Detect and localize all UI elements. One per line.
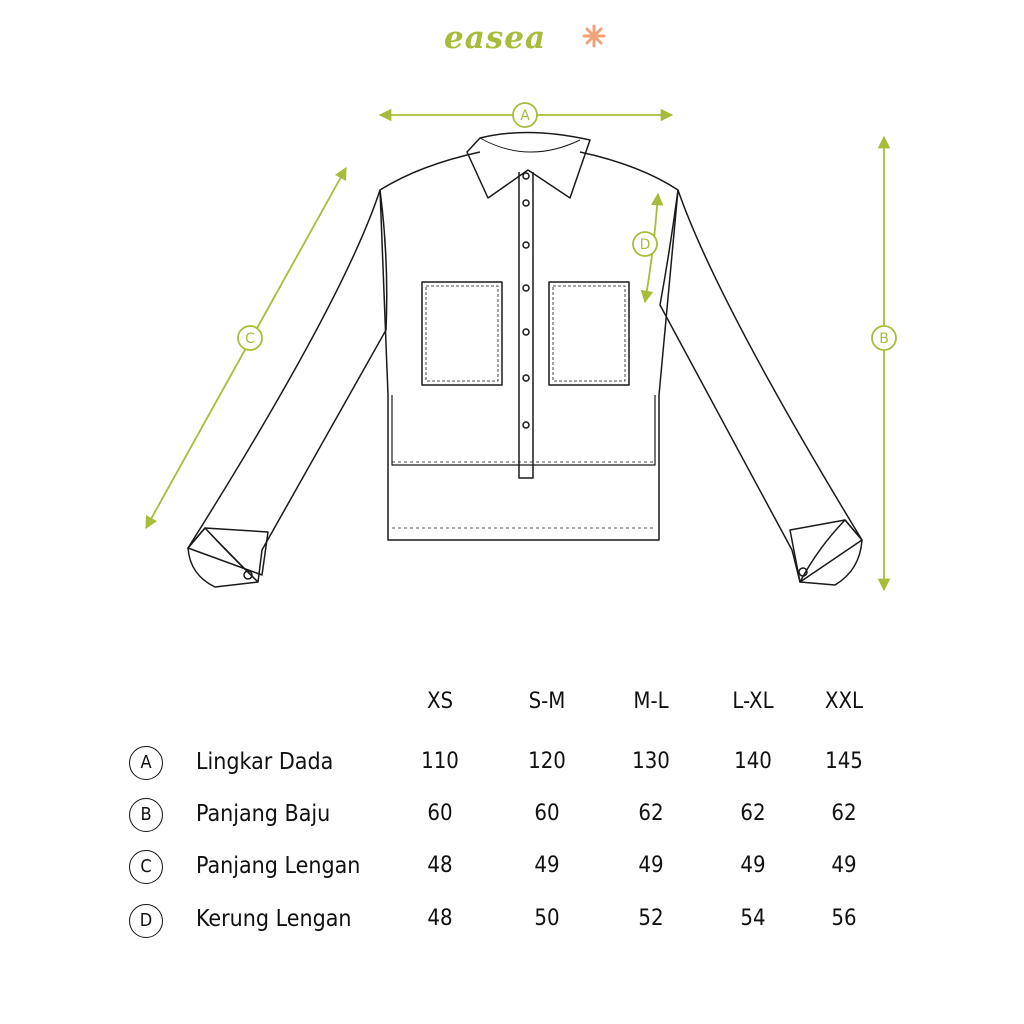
- right-pocket: [549, 282, 629, 385]
- row-code-badge: C: [129, 850, 163, 884]
- table-cell: 130: [632, 749, 670, 774]
- size-header-s-m: S-M: [528, 689, 566, 714]
- table-cell: 62: [740, 801, 766, 826]
- size-header-l-xl: L-XL: [732, 689, 774, 714]
- shirt-outline: [188, 132, 862, 587]
- measurement-labels: [238, 103, 896, 350]
- table-cell: 62: [638, 801, 664, 826]
- row-code-badge: A: [129, 746, 163, 780]
- row-label: Panjang Lengan: [196, 853, 361, 879]
- table-cell: 48: [427, 906, 453, 931]
- table-cell: 48: [427, 853, 453, 878]
- brand-logo-text: easea: [444, 20, 547, 56]
- shirt-buttons: [523, 173, 529, 428]
- table-cell: 56: [831, 906, 857, 931]
- table-cell: 49: [740, 853, 766, 878]
- svg-text:D: D: [639, 237, 651, 253]
- row-label: Panjang Baju: [196, 801, 331, 827]
- row-label: Kerung Lengan: [196, 906, 352, 932]
- table-cell: 110: [421, 749, 459, 774]
- row-code-badge: B: [129, 798, 163, 832]
- size-header-m-l: M-L: [633, 689, 669, 714]
- row-label: Lingkar Dada: [196, 749, 334, 775]
- table-cell: 60: [534, 801, 560, 826]
- table-cell: 145: [825, 749, 863, 774]
- table-cell: 120: [528, 749, 566, 774]
- table-cell: 60: [427, 801, 453, 826]
- table-cell: 62: [831, 801, 857, 826]
- left-sleeve: [188, 152, 480, 582]
- table-cell: 140: [734, 749, 772, 774]
- svg-text:A: A: [520, 108, 530, 124]
- table-cell: 49: [638, 853, 664, 878]
- row-code-badge: D: [129, 904, 163, 938]
- table-cell: 54: [740, 906, 766, 931]
- placket: [519, 172, 533, 478]
- size-header-xs: XS: [426, 689, 454, 714]
- table-cell: 50: [534, 906, 560, 931]
- marker-b: [872, 326, 896, 350]
- table-cell: 49: [534, 853, 560, 878]
- marker-d: [633, 232, 657, 256]
- table-cell: 52: [638, 906, 664, 931]
- marker-c: [238, 326, 262, 350]
- measurement-guides: [146, 115, 884, 590]
- svg-text:C: C: [245, 331, 255, 347]
- svg-text:B: B: [879, 331, 889, 347]
- collar: [467, 132, 590, 198]
- table-cell: 49: [831, 853, 857, 878]
- marker-a: [513, 103, 537, 127]
- right-sleeve: [580, 152, 862, 582]
- left-pocket: [422, 282, 502, 385]
- size-header-xxl: XXL: [824, 689, 864, 714]
- right-cuff: [790, 520, 862, 582]
